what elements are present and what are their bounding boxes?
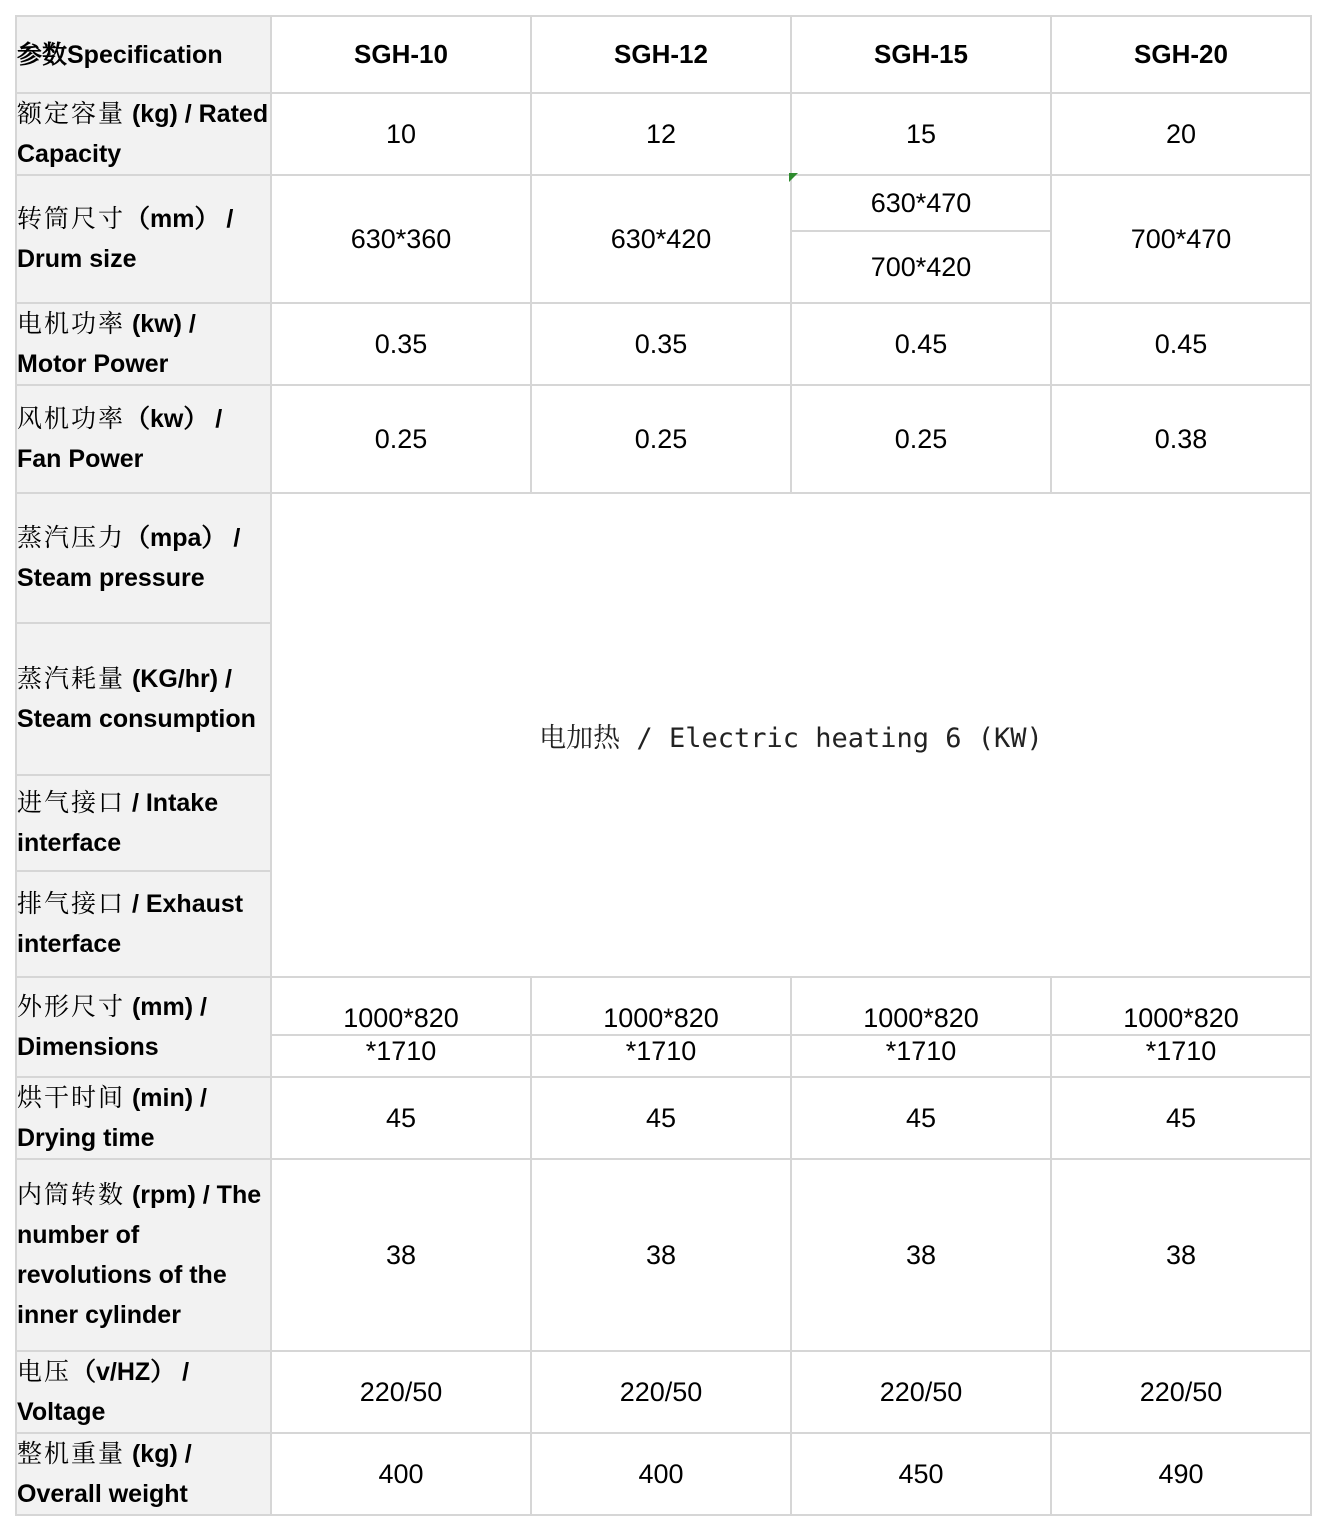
- dimensions-row: [16, 977, 1311, 1035]
- weight-value: 490: [1051, 1433, 1311, 1515]
- rated-capacity-label-cn: 额定容量: [17, 100, 126, 128]
- exhaust-label: [16, 871, 271, 977]
- dimensions-value-lower: *1710: [271, 1035, 531, 1077]
- voltage-row: [16, 1351, 1311, 1433]
- dimensions-value-upper: 1000*820: [531, 977, 791, 1035]
- inner-rpm-value: 38: [1051, 1159, 1311, 1351]
- spec-header-label: 参数Specification: [16, 16, 271, 93]
- fan-power-label: [16, 385, 271, 493]
- steam-pressure-label-en: （mpa） / Steam pressure: [17, 524, 241, 592]
- steam-consumption-label-en: (KG/hr) / Steam consumption: [17, 665, 256, 733]
- rated-capacity-row: [16, 93, 1311, 175]
- motor-power-value: 0.35: [271, 303, 531, 385]
- dimensions-label: [16, 977, 271, 1077]
- fan-power-value: 0.25: [531, 385, 791, 493]
- fan-power-value: 0.38: [1051, 385, 1311, 493]
- motor-power-label-en: (kw) / Motor Power: [17, 310, 196, 378]
- fan-power-label-en: （kw） / Fan Power: [17, 405, 223, 473]
- rated-capacity-label-en: (kg) / Rated Capacity: [17, 100, 269, 168]
- dimensions-value-lower: *1710: [1051, 1035, 1311, 1077]
- weight-row: [16, 1433, 1311, 1515]
- dimensions-value-lower: *1710: [791, 1035, 1051, 1077]
- model-header: SGH-20: [1051, 16, 1311, 93]
- rated-capacity-value: 20: [1051, 93, 1311, 175]
- weight-label-en: (kg) / Overall weight: [17, 1440, 192, 1508]
- drum-size-label-en: （mm） / Drum size: [17, 205, 234, 273]
- fan-power-value: 0.25: [271, 385, 531, 493]
- fan-power-value: 0.25: [791, 385, 1051, 493]
- weight-label-cn: 整机重量: [17, 1440, 126, 1468]
- drum-size-value: 700*470: [1051, 175, 1311, 303]
- drying-time-label-en: (min) / Drying time: [17, 1084, 207, 1152]
- inner-rpm-value: 38: [791, 1159, 1051, 1351]
- rated-capacity-value: 10: [271, 93, 531, 175]
- dimensions-value-upper: 1000*820: [271, 977, 531, 1035]
- intake-label-en: / Intake interface: [17, 789, 219, 857]
- drum-size-value: 630*470: [791, 175, 1051, 231]
- voltage-label-en: （v/HZ） / Voltage: [17, 1358, 190, 1426]
- dimensions-value-lower: *1710: [531, 1035, 791, 1077]
- voltage-value: 220/50: [1051, 1351, 1311, 1433]
- drying-time-label-cn: 烘干时间: [17, 1084, 126, 1112]
- rated-capacity-label: [16, 93, 271, 175]
- drying-time-value: 45: [1051, 1077, 1311, 1159]
- motor-power-value: 0.45: [1051, 303, 1311, 385]
- drum-size-row: [16, 175, 1311, 231]
- weight-label: [16, 1433, 271, 1515]
- inner-rpm-row: [16, 1159, 1311, 1351]
- electric-heating-note: 电加热 / Electric heating 6 (KW): [271, 493, 1311, 977]
- model-header: SGH-15: [791, 16, 1051, 93]
- steam-pressure-label: [16, 493, 271, 623]
- header-row: [16, 16, 1311, 93]
- drying-time-value: 45: [531, 1077, 791, 1159]
- voltage-label: [16, 1351, 271, 1433]
- inner-rpm-label-en: (rpm) / The number of revolutions of the inner cylinder: [17, 1181, 262, 1329]
- steam-pressure-row: [16, 493, 1311, 623]
- steam-consumption-label: [16, 623, 271, 775]
- dimensions-label-en: (mm) / Dimensions: [17, 993, 207, 1061]
- motor-power-row: [16, 303, 1311, 385]
- motor-power-label: [16, 303, 271, 385]
- voltage-value: 220/50: [531, 1351, 791, 1433]
- weight-value: 400: [271, 1433, 531, 1515]
- intake-label-cn: 进气接口: [17, 789, 126, 817]
- rated-capacity-value: 15: [791, 93, 1051, 175]
- drum-size-value: 630*420: [531, 175, 791, 303]
- drum-size-label: [16, 175, 271, 303]
- drum-size-value: 630*360: [271, 175, 531, 303]
- model-header: SGH-12: [531, 16, 791, 93]
- steam-pressure-label-cn: 蒸汽压力: [17, 524, 126, 552]
- steam-consumption-label-cn: 蒸汽耗量: [17, 665, 126, 693]
- voltage-value: 220/50: [791, 1351, 1051, 1433]
- motor-power-value: 0.45: [791, 303, 1051, 385]
- voltage-label-cn: 电压: [17, 1358, 72, 1386]
- fan-power-row: [16, 385, 1311, 493]
- cell-comment-marker: [789, 173, 798, 182]
- fan-power-label-cn: 风机功率: [17, 405, 126, 433]
- drying-time-label: [16, 1077, 271, 1159]
- rated-capacity-value: 12: [531, 93, 791, 175]
- motor-power-value: 0.35: [531, 303, 791, 385]
- dimensions-value-upper: 1000*820: [791, 977, 1051, 1035]
- intake-label: [16, 775, 271, 871]
- dimensions-value-upper: 1000*820: [1051, 977, 1311, 1035]
- voltage-value: 220/50: [271, 1351, 531, 1433]
- drying-time-value: 45: [271, 1077, 531, 1159]
- drying-time-row: [16, 1077, 1311, 1159]
- weight-value: 400: [531, 1433, 791, 1515]
- spec-table: [15, 15, 1312, 1516]
- model-header: SGH-10: [271, 16, 531, 93]
- inner-rpm-value: 38: [531, 1159, 791, 1351]
- weight-value: 450: [791, 1433, 1051, 1515]
- drum-size-value: 700*420: [791, 231, 1051, 303]
- inner-rpm-label-cn: 内筒转数: [17, 1181, 126, 1209]
- dimensions-label-cn: 外形尺寸: [17, 993, 126, 1021]
- motor-power-label-cn: 电机功率: [17, 310, 126, 338]
- drum-size-label-cn: 转筒尺寸: [17, 205, 126, 233]
- exhaust-label-cn: 排气接口: [17, 890, 126, 918]
- inner-rpm-value: 38: [271, 1159, 531, 1351]
- inner-rpm-label: [16, 1159, 271, 1351]
- drying-time-value: 45: [791, 1077, 1051, 1159]
- exhaust-label-en: / Exhaust interface: [17, 890, 244, 958]
